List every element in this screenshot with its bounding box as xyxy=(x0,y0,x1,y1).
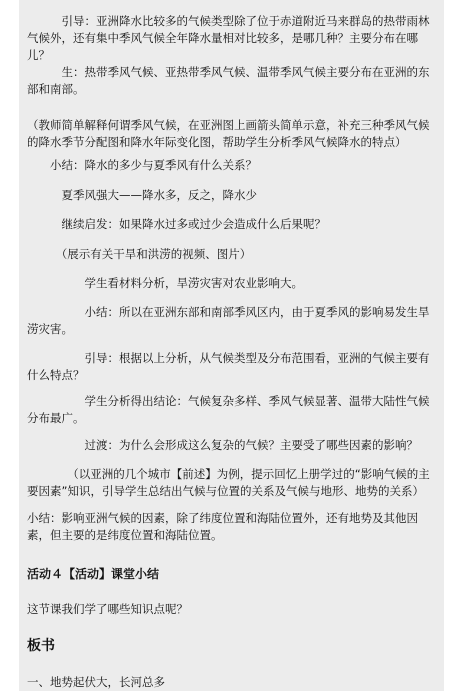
paragraph-guide-features: 引导：根据以上分析，从气候类型及分布范围看，亚洲的气候主要有什么特点？ xyxy=(27,351,430,382)
paragraph-monsoon-rule: 夏季风强大——降水多，反之，降水少 xyxy=(27,188,257,202)
paragraph-show-video: （展示有关干旱和洪涝的视频、图片） xyxy=(27,247,252,261)
paragraph-teacher-note: （教师简单解释何谓季风气候，在亚洲图上画箭头简单示意，补充三种季风气候的降水季节分配图和降水年际变化图，帮助学生分析季风气候降水的特点） xyxy=(27,118,430,149)
paragraph-guide-rainfall: 引导：亚洲降水比较多的气候类型除了位于赤道附近马来群岛的热带雨林气候外，还有集中季风气候全年降水量相对比较多，是哪几种？主要分布在哪儿？ xyxy=(27,14,430,62)
paragraph-student-answer: 生：热带季风气候、亚热带季风气候、温带季风气候主要分布在亚洲的东部和南部。 xyxy=(27,65,430,96)
paragraph-summary-disaster: 小结：所以在亚洲东部和南部季风区内，由于夏季风的影响易发生旱涝灾害。 xyxy=(27,305,430,336)
paragraph-city-example: （以亚洲的几个城市【前述】为例，提示回忆上册学过的“影响气候的主要因素”知识，引导学生总结出气候与位置的关系及气候与地形、地势的关系） xyxy=(27,467,430,498)
paragraph-summary-question: 小结：降水的多少与夏季风有什么关系？ xyxy=(27,158,257,172)
board-heading: 板书 xyxy=(27,638,55,654)
paragraph-transition: 过渡：为什么会形成这么复杂的气候？主要受了哪些因素的影响？ xyxy=(27,438,418,452)
paragraph-continue-prompt: 继续启发：如果降水过多或过少会造成什么后果呢？ xyxy=(27,217,326,231)
document-page xyxy=(19,0,444,691)
activity-heading: 活动４【活动】课堂小结 xyxy=(27,567,160,581)
board-item-1: 一、地势起伏大，长河总多 xyxy=(27,675,165,689)
review-question: 这节课我们学了哪些知识点呢？ xyxy=(27,602,188,616)
paragraph-conclusion: 学生分析得出结论：气候复杂多样、季风气候显著、温带大陆性气候分布最广。 xyxy=(27,394,430,425)
paragraph-student-analysis: 学生看材料分析，旱涝灾害对农业影响大。 xyxy=(27,276,303,290)
paragraph-factors-summary: 小结：影响亚洲气候的因素，除了纬度位置和海陆位置外，还有地势及其他因素，但主要的是纬度位置和海陆位置。 xyxy=(27,511,418,542)
